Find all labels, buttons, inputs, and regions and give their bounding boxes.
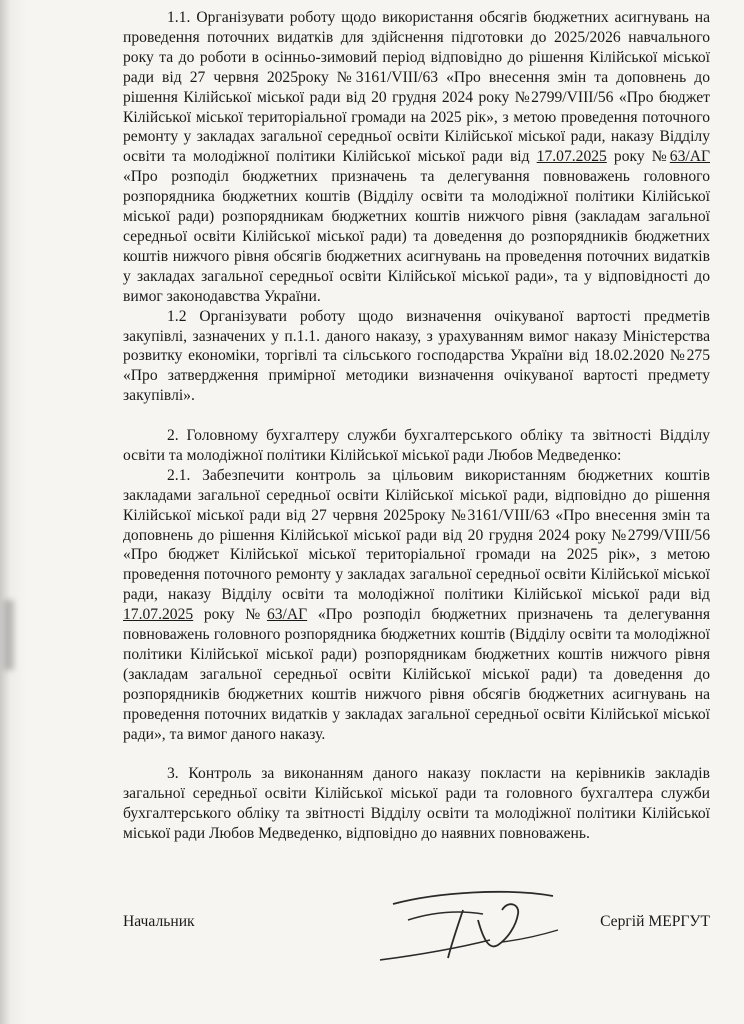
signatory-name: Сергій МЕРГУТ — [600, 913, 710, 930]
document-body — [123, 8, 710, 844]
order-date: 17.07.2025 — [123, 606, 194, 624]
paragraph-2: 2. Головному бухгалтеру служби бухгалтерського обліку та звітності Відділу освіти та молодіжної політики Кілійської міської ради Любов Медведенко: — [123, 427, 710, 464]
handwritten-signature — [368, 890, 568, 970]
order-number: 63/АГ — [669, 148, 710, 166]
signature-block — [123, 905, 710, 965]
paragraph-1-2: 1.2 Організувати роботу щодо визначення очікуваної вартості предметів закупівлі, зазначених у п.1.1. даного наказу, з урахуванням вимог наказу Міністерства розвитку економіки, торгівлі та сільського господарства України від 18.02.2020 №275 «Про затвердження примірної методики визначення очікуваної вартості предмету закупівлі». — [123, 307, 710, 405]
order-date: 17.07.2025 — [536, 148, 607, 166]
scan-shadow — [0, 0, 26, 1024]
signatory-title: Начальник — [123, 913, 195, 930]
paragraph-1-1: 1.1. Організувати роботу щодо використання обсягів бюджетних асигнувань на проведення поточних видатків для здійснення підготовки до 2025/2026 навчального року та до роботи в осінньо-зимовий період відповідно до рішення Кілійської міської ради від 27 червня 2025року №3161/VIII/63 «Про внесення змін та доповнень до рішення Кілійської міської ради від 20 грудня 2024 року №2799/VIII/56 «Про бюджет Кілійської міської територіальної громади на 2025 рік», з метою проведення поточного ремонту у закладах загальної середньої освіти Кілійської міської ради, наказу Відділу освіти та молодіжної політики Кілійської міської ради від 17.07.2025 року №63/АГ «Про розподіл бюджетних призначень та делегування повноважень головного розпорядника бюджетних коштів (Відділу освіти та молодіжної політики Кілійської міської ради) розпорядникам бюджетних коштів нижчого рівня (закладам загальної середньої освіти Кілійської міської ради) та доведення до розпорядників бюджетних коштів нижчого рівня обсягів бюджетних асигнувань на проведення поточних видатків у закладах загальної середньої освіти Кілійської міської ради», та у відповідності до вимог законодавства України. — [123, 9, 710, 305]
order-number: 63/АГ — [266, 606, 308, 624]
scan-mark — [4, 600, 14, 670]
paragraph-2-1: 2.1. Забезпечити контроль за цільовим використанням бюджетних коштів закладами загальної середньої освіти Кілійської міської ради, відповідно до рішення Кілійської міської ради від 27 червня 2025року №3161/VIII/63 «Про внесення змін та доповнень до рішення Кілійської міської ради від 20 грудня 2024 року №2799/VIII/56 «Про бюджет Кілійської міської територіальної громади на 2025 рік», з метою проведення поточного ремонту у закладах загальної середньої освіти Кілійської міської ради, наказу Відділу освіти та молодіжної політики Кілійської міської ради від 17.07.2025 року №63/АГ «Про розподіл бюджетних призначень та делегування повноважень головного розпорядника бюджетних коштів (Відділу освіти та молодіжної політики Кілійської міської ради) розпорядникам бюджетних коштів нижчого рівня (закладам загальної середньої освіти Кілійської міської ради) та доведення до розпорядників бюджетних коштів нижчого рівня обсягів бюджетних асигнувань на проведення поточних видатків у закладах загальної середньої освіти Кілійської міської ради», та вимог даного наказу. — [123, 466, 710, 743]
paragraph-3: 3. Контроль за виконанням даного наказу покласти на керівників закладів загальної середньої освіти Кілійської міської ради та головного бухгалтера служби бухгалтерського обліку та звітності Відділу освіти та молодіжної політики Кілійської міської ради Любов Медведенко, відповідно до наявних повноважень. — [123, 765, 710, 843]
